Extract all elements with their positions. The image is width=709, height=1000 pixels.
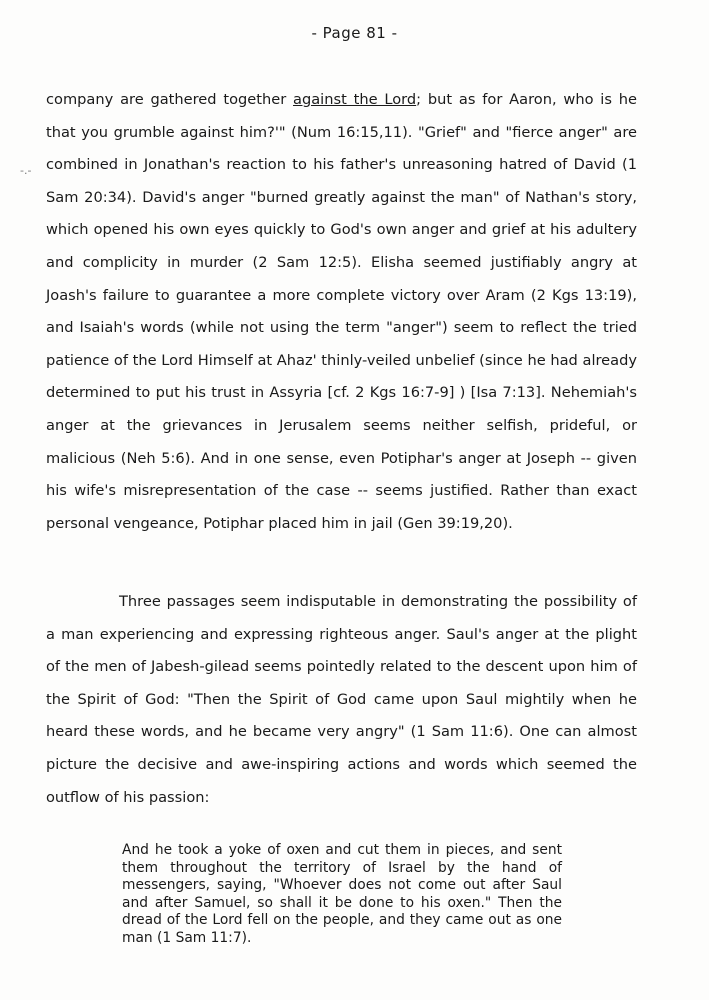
paragraph-1-rest: ; but as for Aaron, who is he that you grumble against him?'" (Num 16:15,11). "Grief" and "fierce anger" are combined in Jonathan's reaction to his father's unreasoning hatred of David (1 Sam 20:34). David's anger "burned greatly against the man" of Nathan's story, which opened his own eyes quickly to God's own anger and grief at his adultery and complicity in murder (2 Sam 12:5). Elisha seemed justifiably angry at Joash's failure to guarantee a more complete victory over Aram (2 Kgs 13:19), and Isaiah's words (while not using the term "anger") seem to reflect the tried patience of the Lord Himself at Ahaz' thinly-veiled unbelief (since he had already determined to put his trust in Assyria [cf. 2 Kgs 16:7-9] ) [Isa 7:13]. Nehemiah's anger at the grievances in Jerusalem seems neither selfish, prideful, or malicious (Neh 5:6). And in one sense, even Potiphar's anger at Joseph -- given his wife's misrepresentation of the case -- seems justified. Rather than exact personal vengeance, Potiphar placed him in jail (Gen 39:19,20). bbox=[46, 91, 637, 532]
margin-mark: -.- bbox=[20, 164, 32, 177]
page-header: - Page 81 - bbox=[311, 24, 398, 42]
paragraph-1-lead: company are gathered together bbox=[46, 91, 294, 108]
paragraph-2: Three passages seem indisputable in demonstrating the possibility of a man experiencing and expressing righteous anger. Saul's anger at the plight of the men of Jabesh-gilead seems pointedly related to the descent upon him of the Spirit of God: "Then the Spirit of God came upon Saul mightily when he heard these words, and he became very angry" (1 Sam 11:6). One can almost picture the decisive and awe-inspiring actions and words which seemed the outflow of his passion: bbox=[46, 593, 637, 806]
block-quote: And he took a yoke of oxen and cut them in pieces, and sent them throughout the territory of Israel by the hand of messengers, saying, "Whoever does not come out after Saul and after Samuel, so shall it be done to his oxen." Then the dread of the Lord fell on the people, and they came out as one man (1 Sam 11:7). bbox=[122, 842, 562, 946]
underlined-phrase: against the Lord bbox=[293, 91, 417, 108]
paragraph-1 bbox=[46, 84, 637, 540]
